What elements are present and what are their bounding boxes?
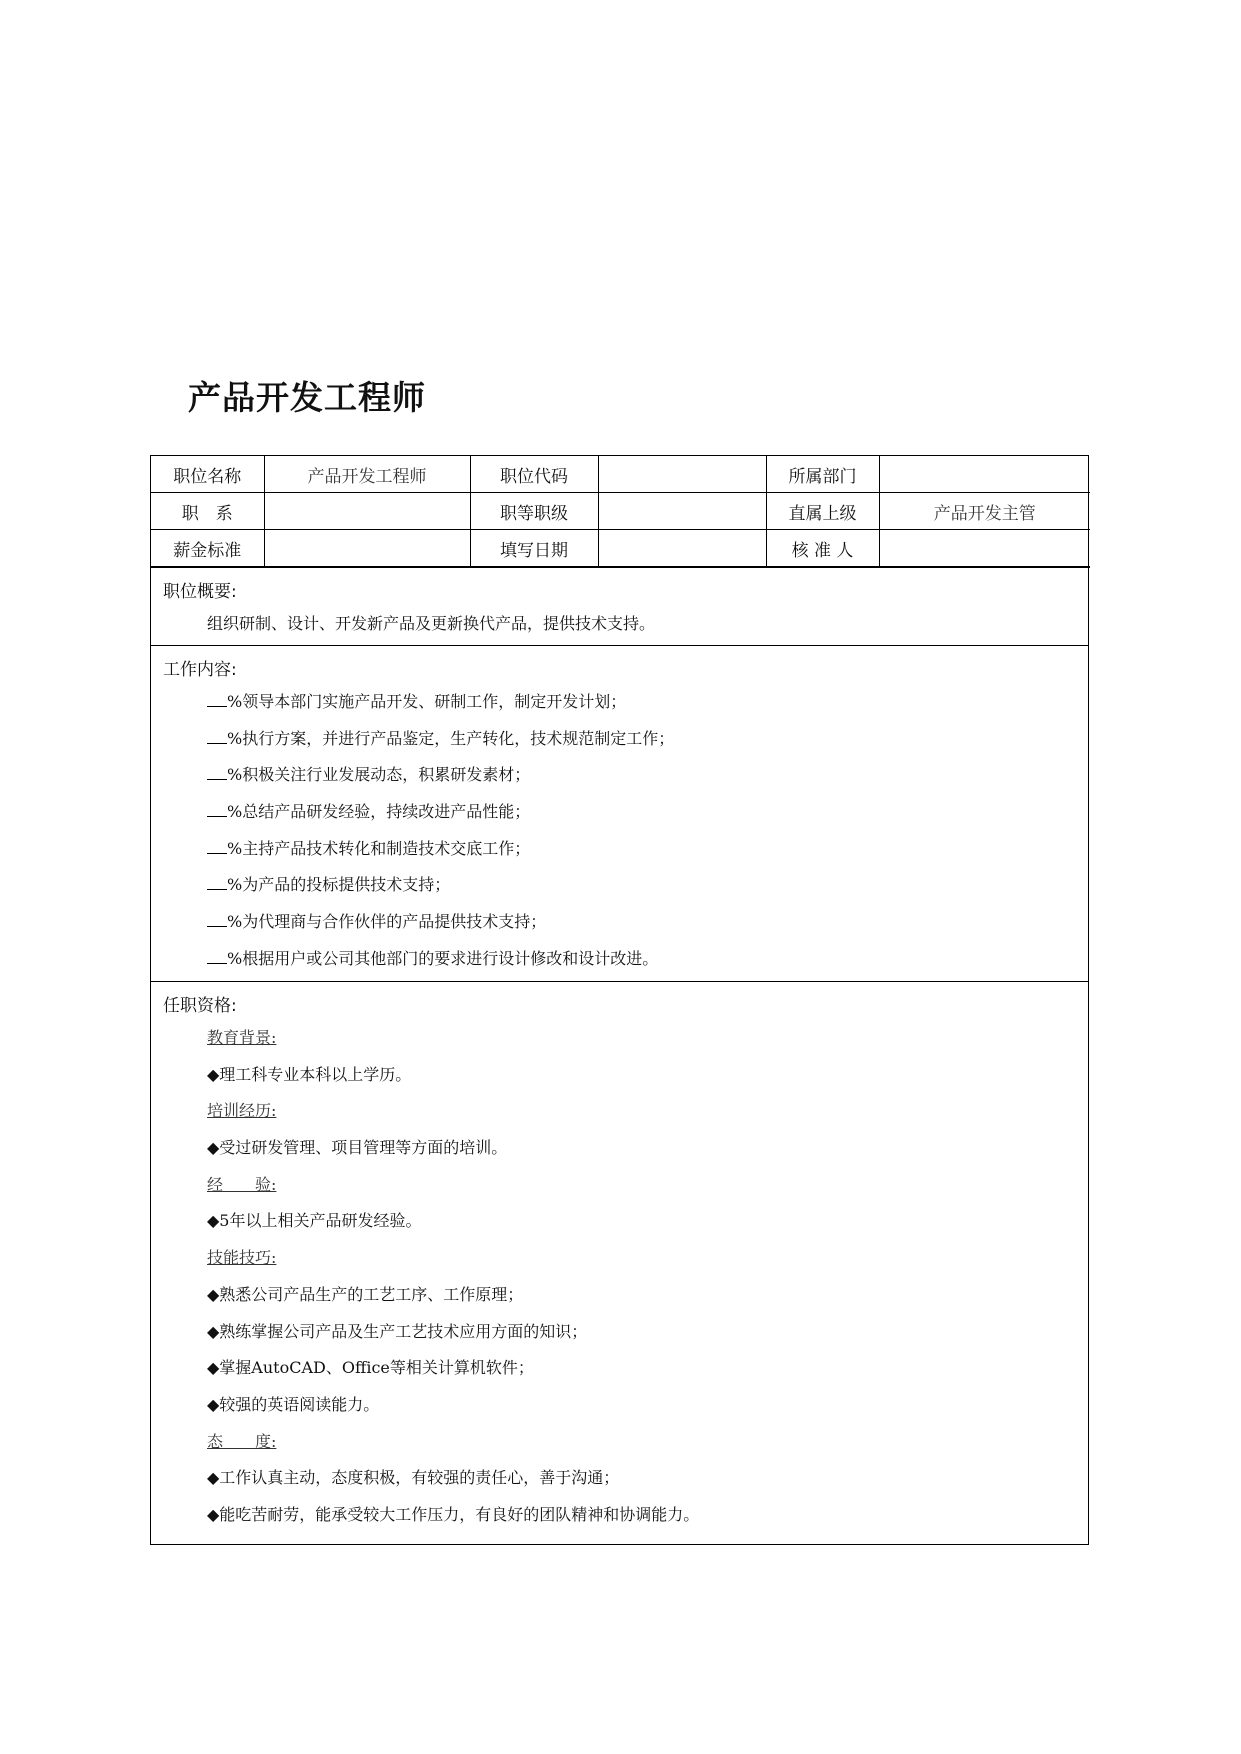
duties-heading: 工作内容: (163, 660, 237, 680)
duty-item (163, 721, 1076, 758)
qualification-item: ◆受过研发管理、项目管理等方面的培训。 (207, 1138, 508, 1158)
duty-item (163, 941, 1076, 978)
qualification-subheading: 技能技巧: (207, 1248, 277, 1268)
duty-item (163, 684, 1076, 721)
qualification-subheading: 态 度: (207, 1431, 277, 1451)
info-label: 职 系 (151, 493, 264, 530)
info-label: 职位名称 (151, 456, 264, 493)
duty-text: %总结产品研发经验，持续改进产品性能； (227, 802, 531, 822)
info-label: 薪金标准 (151, 530, 264, 568)
duty-item (163, 757, 1076, 794)
info-label: 直属上级 (766, 493, 879, 530)
info-table (151, 456, 1090, 568)
duty-item (163, 794, 1076, 831)
duty-text: %积极关注行业发展动态，积累研发素材； (227, 765, 531, 785)
info-value (264, 530, 470, 568)
percentage-blank[interactable] (207, 802, 227, 817)
info-value (879, 530, 1090, 568)
info-value: 产品开发工程师 (264, 456, 470, 493)
percentage-blank[interactable] (207, 839, 227, 854)
info-value (598, 530, 766, 568)
duty-item (163, 904, 1076, 941)
info-label: 职位代码 (470, 456, 598, 493)
duties-section (151, 646, 1088, 982)
summary-section (151, 568, 1088, 646)
summary-heading: 职位概要: (163, 582, 237, 602)
qualification-item: ◆较强的英语阅读能力。 (207, 1394, 380, 1414)
info-value: 产品开发主管 (879, 493, 1090, 530)
info-value (598, 456, 766, 493)
qualifications-section (151, 982, 1088, 1534)
qualification-item: ◆能吃苦耐劳，能承受较大工作压力，有良好的团队精神和协调能力。 (207, 1504, 700, 1524)
info-value (264, 493, 470, 530)
summary-text: 组织研制、设计、开发新产品及更新换代产品，提供技术支持。 (207, 614, 656, 633)
duty-item (163, 831, 1076, 868)
info-label: 填写日期 (470, 530, 598, 568)
qualification-item: ◆理工科专业本科以上学历。 (207, 1064, 412, 1084)
duty-text: %为代理商与合作伙伴的产品提供技术支持； (227, 912, 547, 932)
info-value (598, 493, 766, 530)
duty-text: %根据用户或公司其他部门的要求进行设计修改和设计改进。 (227, 948, 659, 968)
qualification-subheading: 经 验: (207, 1174, 277, 1194)
duty-text: %主持产品技术转化和制造技术交底工作； (227, 838, 531, 858)
percentage-blank[interactable] (207, 729, 227, 744)
qualifications-heading: 任职资格: (163, 996, 237, 1016)
duty-text: %为产品的投标提供技术支持； (227, 875, 451, 895)
page-title: 产品开发工程师 (188, 378, 426, 417)
job-description-form (150, 455, 1089, 1545)
info-value (879, 456, 1090, 493)
qualification-item: ◆熟悉公司产品生产的工艺工序、工作原理； (207, 1284, 524, 1304)
duty-text: %领导本部门实施产品开发、研制工作，制定开发计划； (227, 692, 627, 711)
info-row (151, 530, 1090, 568)
duty-text: %执行方案，并进行产品鉴定，生产转化，技术规范制定工作； (227, 728, 675, 748)
qualification-item: ◆5年以上相关产品研发经验。 (207, 1211, 422, 1231)
info-label: 所属部门 (766, 456, 879, 493)
percentage-blank[interactable] (207, 765, 227, 780)
qualification-subheading: 培训经历: (207, 1101, 277, 1121)
info-row (151, 456, 1090, 493)
info-row (151, 493, 1090, 530)
percentage-blank[interactable] (207, 949, 227, 964)
qualification-subheading: 教育背景: (207, 1028, 277, 1047)
percentage-blank[interactable] (207, 912, 227, 927)
qualification-item: ◆掌握AutoCAD、Office等相关计算机软件； (207, 1358, 534, 1378)
info-label: 核 准 人 (766, 530, 879, 568)
duty-item (163, 867, 1076, 904)
info-label: 职等职级 (470, 493, 598, 530)
qualification-item: ◆工作认真主动，态度积极，有较强的责任心，善于沟通； (207, 1468, 620, 1488)
qualification-item: ◆熟练掌握公司产品及生产工艺技术应用方面的知识； (207, 1321, 588, 1341)
percentage-blank[interactable] (207, 875, 227, 890)
percentage-blank[interactable] (207, 692, 227, 707)
